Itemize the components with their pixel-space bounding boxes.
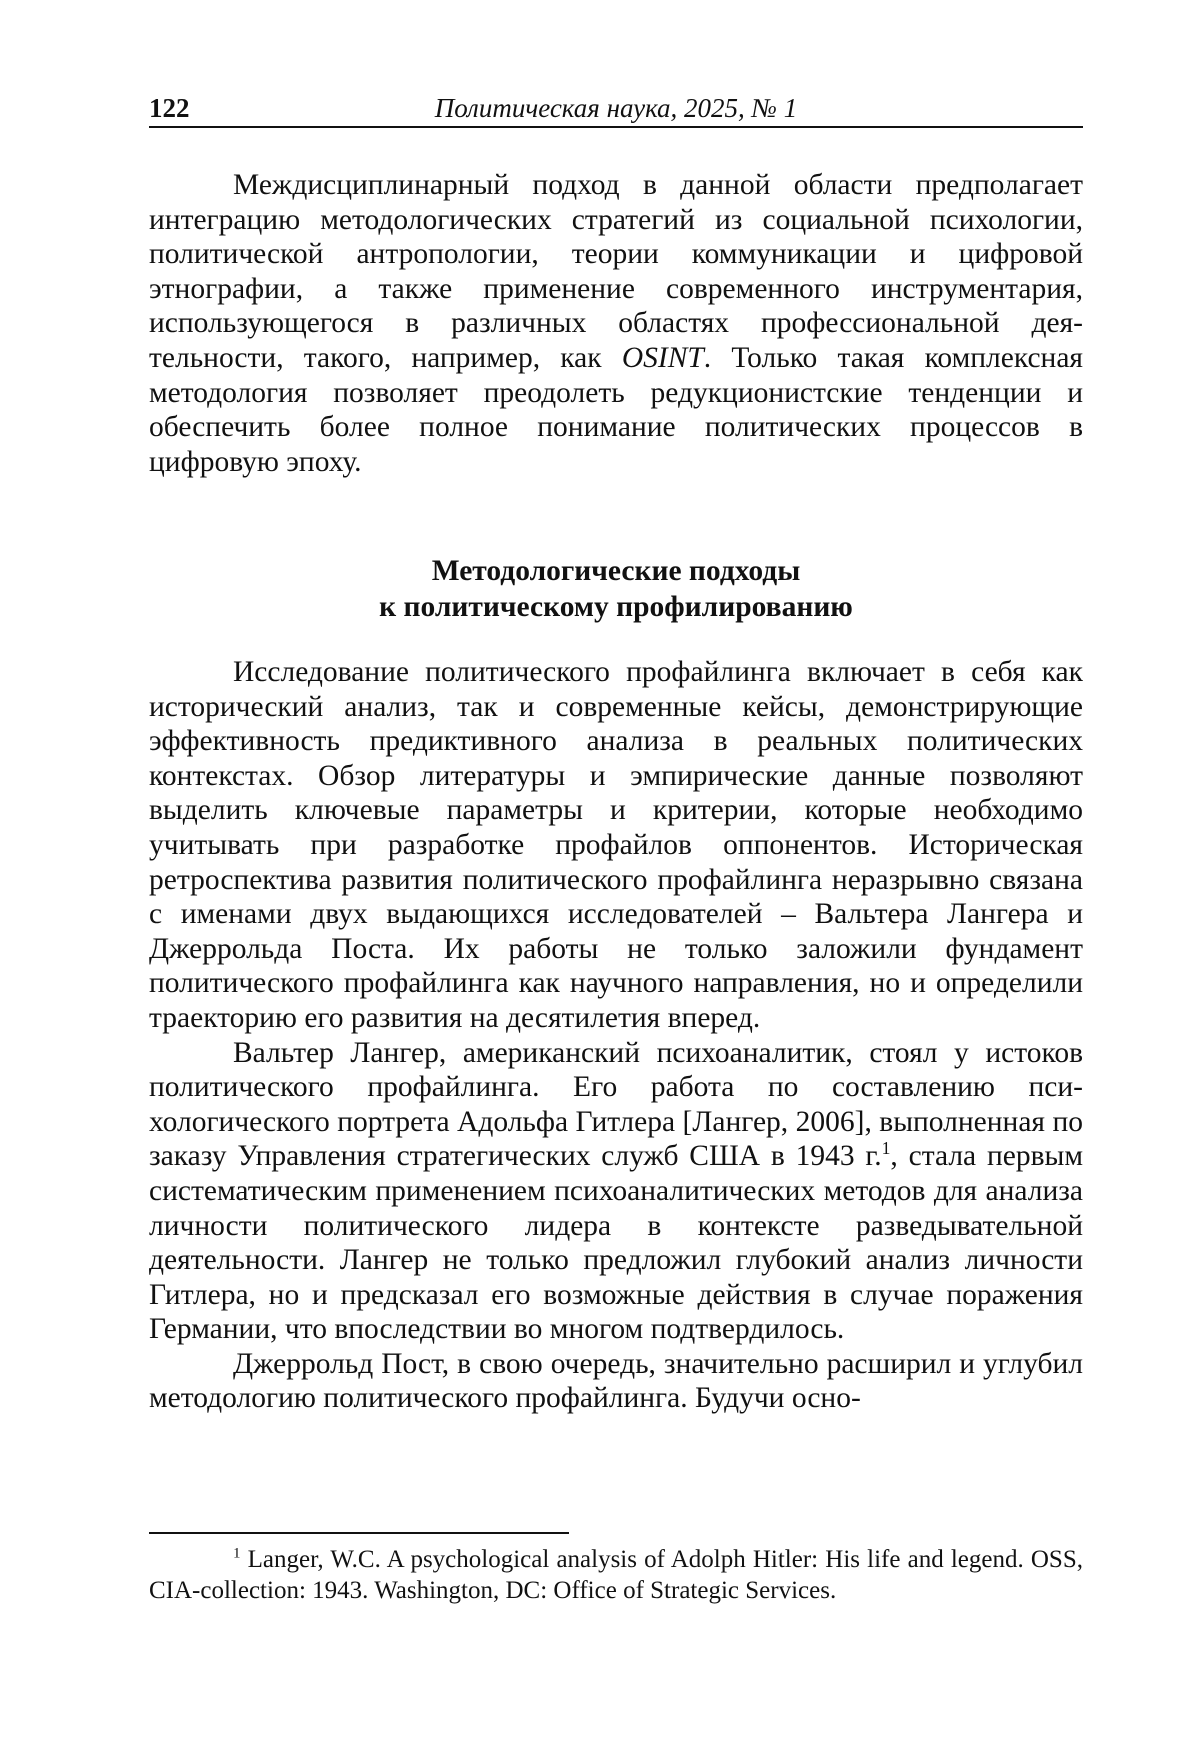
section-paragraph-2: [149, 1036, 1083, 1347]
osint-term: OSINT: [622, 342, 704, 374]
running-header: [149, 92, 1083, 128]
section-paragraph-2-start: Вальтер Лангер, американский психоаналитик, стоял у исто­ков политического профайлинга. Его работа по составлению пси­хологического портрета Адольфа Гитлера [Лангер, 2006], выпол­ненная по заказу Управления стратегических служб США в 1943 г.: [149, 1037, 1083, 1173]
section-heading-line-2: к политическому профилированию: [149, 589, 1083, 625]
section-text-block: [149, 655, 1083, 1416]
intro-paragraph-start: Междисциплинарный подход в данной области предполагает интеграцию методологических стратегий из социальной психологии, политической антропологии, теории коммуникации и цифровой этнографии, а также применение современного инструментария, использующегося в различных областях профессиональной дея­тельности, такого, например, как: [149, 169, 1083, 374]
section-paragraph-2-end: , стала первым систематическим применением психоаналитических методов для анализа личности политического лидера в контексте разведывательной деятельности. Лангер не только предложил глу­бокий анализ личности Гитлера, но и предсказал его возможные действия в случае поражения Германии, что впоследствии во мно­гом подтвердилось.: [149, 1140, 1083, 1345]
journal-title: Политическая наука, 2025, № 1: [149, 92, 1083, 124]
footnote: [149, 1544, 1083, 1606]
section-heading-line-1: Методологические подходы: [149, 553, 1083, 589]
page-number: 122: [149, 92, 190, 124]
intro-paragraph: [149, 168, 1083, 479]
section-heading: [149, 553, 1083, 625]
footnote-mark: 1: [233, 1546, 241, 1562]
section-paragraph-1: Исследование политического профайлинга включает в себя как исторический анализ, так и современные кейсы, демонстри­рующие эффективность предиктивного анализа в реальных поли­тических контекстах. Обзор литературы и эмпирические данные позволяют выделить ключевые параметры и критерии, которые необходимо учитывать при разработке профайлов оппонентов. Историческая ретроспектива развития политического профайлинга неразрывно связана с именами двух выдающихся исследователей – Вальтера Лангера и Джеррольда Поста. Их работы не только зало­жили фундамент политического профайлинга как научного на­правления, но и определили траекторию его развития на десятиле­тия вперед.: [149, 655, 1083, 1036]
intro-paragraph-end: . Только такая комплекс­ная методология позволяет преодолеть редукционистские тен­денции и обеспечить более полное понимание политических процессов в цифровую эпоху.: [149, 342, 1083, 478]
footnote-text: Langer, W.C. A psychological analysis of Adolph Hitler: His life and legend. OSS, CIA-collection: 1943. Washington, DC: Office of Strategic Services.: [149, 1546, 1083, 1604]
intro-text-block: [149, 168, 1083, 479]
journal-page: [149, 0, 1083, 1737]
footnote-divider: [149, 1532, 569, 1534]
footnote-reference[interactable]: 1: [882, 1138, 891, 1158]
section-paragraph-3: Джеррольд Пост, в свою очередь, значительно расширил и углубил методологию политического профайлинга. Будучи осно-: [149, 1347, 1083, 1416]
